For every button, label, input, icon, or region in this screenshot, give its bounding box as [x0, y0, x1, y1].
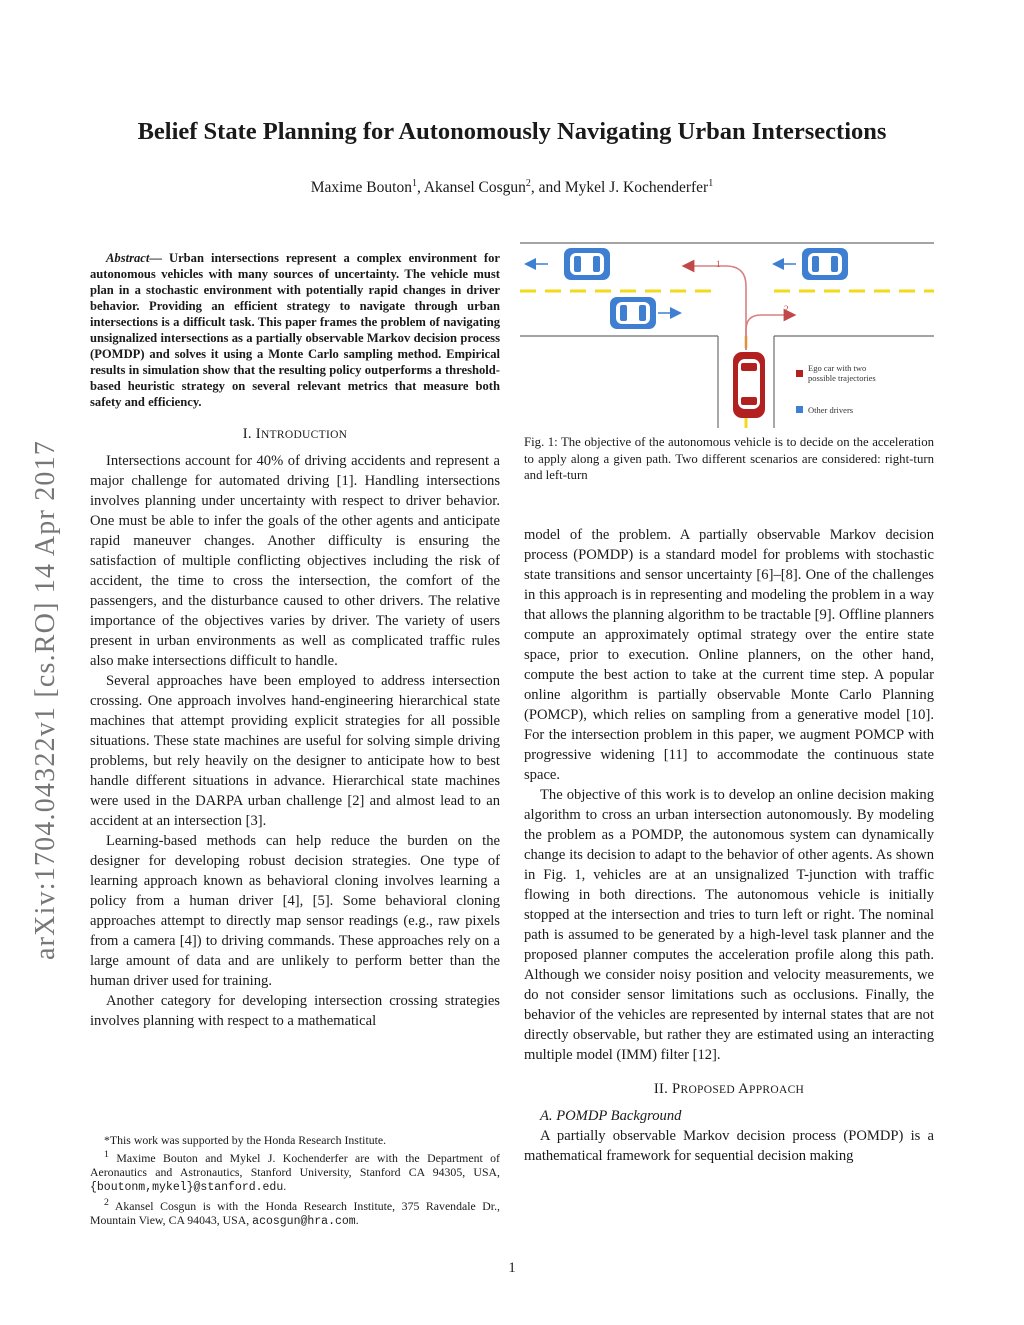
paragraph: Learning-based methods can help reduce the burden on the designer for developing robust decision strategies. One type of learning approach known as behavioral cloning involves learning a policy from a human driver [4], [5]. Some behavioral cloning approaches attempt to directly map sensor readings (e.g., raw pixels from a camera [4]) to driving commands. These approaches rely on a large amount of data and are unlikely to perform better than the human driver used for training. — [90, 833, 500, 989]
footnotes — [90, 1133, 500, 1230]
trajectory-2-path — [746, 315, 790, 350]
author-2-affiliation: 2 — [525, 178, 531, 189]
paragraph: Another category for developing intersection crossing strategies involves planning with respect to a mathematical — [90, 993, 500, 1029]
legend-ego-line2: possible trajectories — [808, 373, 876, 383]
footnote-2: $^2$ Akansel Cosgun is with the Honda Research Institute, 375 Ravendale Dr., Mountain View, CA 94043, USA, acosgun@hra.com. — [90, 1196, 500, 1229]
arxiv-identifier: arXiv:1704.04322v1 [cs.RO] 14 Apr 2017 — [30, 439, 61, 961]
email-stanford[interactable]: {boutonm,mykel}@stanford.edu — [90, 1181, 284, 1195]
figure-caption: Fig. 1: The objective of the autonomous vehicle is to decide on the acceleration to apply along a given path. Two different scenarios are considered: right-turn and left-turn — [524, 435, 934, 482]
abstract — [90, 250, 500, 410]
page-number: 1 — [508, 1260, 516, 1276]
paper-title: Belief State Planning for Autonomously Navigating Urban Intersections — [137, 118, 887, 145]
paragraph: Intersections account for 40% of driving accidents and represent a major challenge for automated driving [1]. Handling intersections involves planning under uncertainty with respect to driver behavior. One must be able to infer the goals of the other agents and anticipate rapid maneuver changes. Another difficulty is ensuring the satisfaction of multiple conflicting objectives including the risk of accident, the time to cross the intersection, the comfort of the passengers, and the disturbance caused to other drivers. The relative importance of the objectives varies by driver. The variety of users present in urban environments as well as complicated traffic rules also make intersections difficult to handle. — [90, 453, 500, 669]
trajectory-2-label: 2 — [784, 304, 789, 314]
footnote-funding: *This work was supported by the Honda Research Institute. — [104, 1133, 387, 1147]
legend-ego-line1: Ego car with two — [808, 363, 867, 373]
author-3-affiliation: 1 — [708, 178, 714, 189]
paragraph: A partially observable Markov decision process (POMDP) is a mathematical framework for sequential decision making — [524, 1128, 934, 1164]
author-1-affiliation: 1 — [411, 178, 417, 189]
abstract-dash: — — [149, 251, 162, 265]
author-list — [0, 178, 1024, 197]
trajectory-1-path — [688, 266, 746, 350]
email-honda[interactable]: acosgun@hra.com — [252, 1215, 356, 1229]
ego-car — [733, 352, 765, 418]
other-car — [610, 297, 656, 329]
legend-other-label: Other drivers — [808, 405, 854, 415]
section-heading-proposed-approach: II. PROPOSED APPROACH — [653, 1081, 805, 1097]
other-car — [802, 248, 848, 280]
footnote-1: $^1$ Maxime Bouton and Mykel J. Kochenderfer are with the Department of Aeronautics and Astronautics, Stanford University, Stanford CA 94305, USA, {boutonm,mykel}@stanford.edu. — [90, 1148, 500, 1195]
right-column — [524, 525, 934, 1166]
paragraph: The objective of this work is to develop an online decision making algorithm to cross an urban intersection autonomously. By modeling the problem as a POMDP, the autonomous system can dynamically change its decision to adapt to the behavior of other agents. As shown in Fig. 1, vehicles are at an unsignalized T-junction with traffic flowing in both directions. The autonomous vehicle is initially stopped at the intersection and tries to turn left or right. The nominal path is assumed to be generated by a high-level task planner and the proposed planner computes the acceleration profile along this path. Although we consider noisy position and velocity measurements, we do not consider sensor limitations such as occlusions. Finally, the behavior of the vehicles are represented by internal states that are not directly observable, but rather they are estimated using an interacting multiple model (IMM) filter [12]. — [524, 787, 934, 1063]
legend-other-swatch — [796, 406, 803, 413]
abstract-text: Urban intersections represent a complex environment for autonomous vehicles with many sources of uncertainty. The vehicle must plan in a stochastic environment with potentially rapid changes in driver behavior. Providing an efficient strategy to navigate through urban intersections is a difficult task. This paper frames the problem of navigating unsignalized intersections as a partially observable Markov decision process (POMDP) and solves it using a Monte Carlo sampling method. Empirical results in simulation show that the resulting policy outperforms a threshold-based heuristic strategy on several relevant metrics that measure both safety and efficiency. — [90, 251, 500, 409]
left-column — [90, 250, 500, 1031]
other-car — [564, 248, 610, 280]
abstract-label: Abstract — [106, 251, 150, 265]
paragraph: model of the problem. A partially observable Markov decision process (POMDP) is a standard model for problems with stochastic state transitions and sensor uncertainty [6]–[8]. One of the challenges in this approach is in representing and modeling the problem in a way that allows the planning algorithm to be tractable [9]. Offline planners compute an approximately optimal strategy over the entire state space, prior to execution. Online planners, on the other hand, compute the best action to take at the current time step. A popular online algorithm is partially observable Monte Carlo Planning (POMCP), which relies on sampling from a generative model [10]. For the intersection problem in this paper, we augment POMCP with progressive widening [11] to accommodate the continuous state space. — [524, 527, 934, 783]
paragraph: Several approaches have been employed to address intersection crossing. One approach involves hand-engineering hierarchical state machines that attempt providing explicit strategies for all possible situations. These state machines are useful for solving simple driving problems, but rely heavily on the designer to anticipate how to best handle different situations in advance. Hierarchical state machines were used in the DARPA urban challenge [2] and almost lead to an accident at an intersection [3]. — [90, 673, 500, 829]
subsection-heading-pomdp-background: A. POMDP Background — [540, 1108, 682, 1124]
author-3: , and Mykel J. Kochenderfer — [530, 179, 709, 197]
author-2: , Akansel Cosgun — [416, 179, 526, 197]
legend-ego-swatch — [796, 370, 803, 377]
figure-intersection-diagram — [520, 238, 934, 428]
section-heading-introduction: I. INTRODUCTION — [242, 426, 348, 442]
trajectory-1-label: 1 — [716, 259, 721, 269]
author-1: Maxime Bouton — [310, 179, 412, 197]
